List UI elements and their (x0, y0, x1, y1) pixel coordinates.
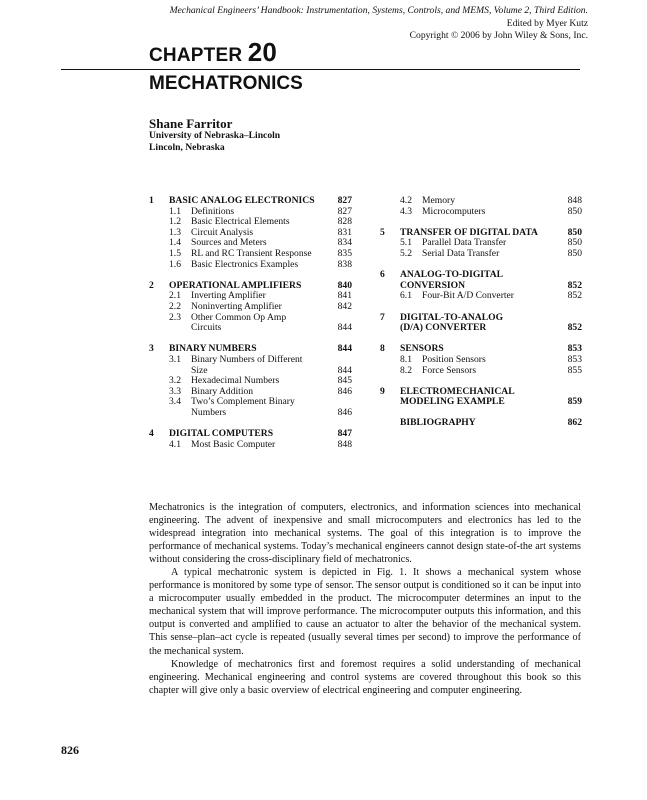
toc-chapter-number: 8 (380, 343, 385, 355)
affiliation-line: University of Nebraska–Lincoln (149, 130, 281, 141)
toc-section-number: 1.5 (169, 247, 181, 259)
toc-entry-title: Position Sensors (422, 353, 486, 365)
toc-section-number: 5.1 (400, 237, 412, 249)
toc-page-number: 848 (337, 438, 352, 450)
toc-section-number: 4.3 (400, 205, 412, 217)
toc-section-number: 4.2 (400, 195, 412, 206)
toc-section-number: 3.2 (169, 375, 181, 387)
toc-section-entry (380, 207, 582, 218)
toc-page-number: 834 (337, 237, 352, 249)
toc-page-number: 850 (567, 226, 582, 238)
toc-chapter-entry (380, 397, 582, 408)
affiliation-line: Lincoln, Nebraska (149, 142, 225, 153)
toc-chapter-entry (380, 418, 582, 429)
paragraph: A typical mechatronic system is depicted in Fig. 1. It shows a mechanical system whose performance is monitored by some type of sensor. The sensor output is conditioned so it can be input into a microcomputer usually embedded in the product. The microcomputer determines an input to the mechanical system that will improve performance. The microcomputer outputs this information, and this output is converted and amplified to cause an actuator to alter the behavior of the mechanical system. This sense–plan–act cycle is repeated (usually several times per second) to improve the performance of the mechanical system. (149, 567, 581, 657)
author-name: Shane Farritor (149, 116, 233, 131)
toc-section-entry (149, 323, 352, 334)
toc-chapter-number: 5 (380, 226, 385, 238)
chapter-heading (149, 37, 277, 68)
toc-chapter-number: 6 (380, 269, 385, 281)
toc-page-number: 853 (567, 343, 582, 355)
toc-entry-title: Numbers (191, 406, 227, 418)
toc-page-number: 850 (567, 247, 582, 259)
toc-section-number: 2.2 (169, 300, 181, 312)
toc-entry-title: Size (191, 364, 208, 376)
toc-page-number: 847 (337, 428, 352, 440)
toc-page-number: 844 (337, 322, 352, 334)
toc-page-number: 841 (337, 290, 352, 302)
toc-chapter-entry (149, 196, 352, 207)
toc-entry-title: ELECTROMECHANICAL (400, 385, 515, 397)
toc-section-number: 6.1 (400, 290, 412, 302)
toc-entry-title: RL and RC Transient Response (191, 247, 312, 259)
author-affiliation (149, 130, 280, 154)
toc-entry-title: Binary Numbers of Different (191, 353, 303, 365)
toc-entry-title: Circuits (191, 322, 222, 334)
toc-entry-title: BASIC ANALOG ELECTRONICS (169, 195, 315, 206)
toc-page-number: 852 (567, 322, 582, 334)
toc-entry-title: Basic Electronics Examples (191, 258, 299, 270)
toc-entry-title: OPERATIONAL AMPLIFIERS (169, 279, 302, 291)
toc-page-number: 827 (337, 195, 352, 206)
toc-page-number: 850 (567, 237, 582, 249)
toc-entry-title: MODELING EXAMPLE (400, 396, 505, 408)
toc-section-number: 5.2 (400, 247, 412, 259)
toc-right-column (380, 196, 582, 429)
toc-page-number: 827 (337, 205, 352, 217)
toc-entry-title: Parallel Data Transfer (422, 237, 507, 249)
toc-entry-title: BINARY NUMBERS (169, 343, 257, 355)
toc-entry-title: Other Common Op Amp (191, 311, 287, 323)
toc-section-entry (380, 291, 582, 302)
toc-section-number: 2.1 (169, 290, 181, 302)
toc-section-entry (149, 302, 352, 313)
toc-chapter-number: 2 (149, 279, 154, 291)
toc-page-number: 852 (567, 290, 582, 302)
toc-entry-title: SENSORS (400, 343, 444, 355)
toc-section-number: 1.2 (169, 216, 181, 228)
toc-page-number: 859 (567, 396, 582, 408)
toc-section-number: 1.3 (169, 226, 181, 238)
toc-section-entry (149, 397, 352, 408)
toc-page-number: 846 (337, 385, 352, 397)
toc-entry-title: BIBLIOGRAPHY (400, 417, 476, 429)
toc-entry-title: Noninverting Amplifier (191, 300, 282, 312)
toc-entry-title: CONVERSION (400, 279, 466, 291)
toc-entry-title: Force Sensors (422, 364, 477, 376)
toc-entry-title: DIGITAL-TO-ANALOG (400, 311, 504, 323)
toc-section-entry (380, 249, 582, 260)
toc-section-number: 3.3 (169, 385, 181, 397)
toc-page-number: 850 (567, 205, 582, 217)
toc-section-entry (380, 355, 582, 366)
toc-chapter-number: 7 (380, 311, 385, 323)
toc-entry-title: Definitions (191, 205, 235, 217)
toc-left-column (149, 196, 352, 450)
toc-page-number: 855 (567, 364, 582, 376)
toc-entry-title: Inverting Amplifier (191, 290, 266, 302)
toc-section-entry (149, 260, 352, 271)
toc-section-number: 8.2 (400, 364, 412, 376)
toc-section-number: 1.1 (169, 205, 181, 217)
toc-section-number: 4.1 (169, 438, 181, 450)
toc-section-number: 3.4 (169, 396, 181, 408)
toc-entry-title: (D/A) CONVERTER (400, 322, 487, 334)
toc-section-number: 8.1 (400, 353, 412, 365)
toc-page-number: 844 (337, 364, 352, 376)
toc-entry-title: Circuit Analysis (191, 226, 254, 238)
toc-entry-title: Microcomputers (422, 205, 486, 217)
toc-section-entry (380, 196, 582, 207)
paragraph: Knowledge of mechatronics first and foremost requires a solid understanding of mechanical engineering. Mechanical engineering and control systems are covered throughout this book so this chapter will give only a basic overview of electrical engineering and computer engineering. (149, 658, 581, 696)
toc-entry-title: Four-Bit A/D Converter (422, 290, 515, 302)
toc-chapter-number: 9 (380, 385, 385, 397)
toc-page-number: 828 (337, 216, 352, 228)
toc-page-number: 831 (337, 226, 352, 238)
toc-entry-title: Hexadecimal Numbers (191, 375, 280, 387)
toc-page-number: 840 (337, 279, 352, 291)
toc-entry-title: Basic Electrical Elements (191, 216, 290, 228)
toc-page-number: 838 (337, 258, 352, 270)
toc-section-number: 2.3 (169, 311, 181, 323)
toc-gap (380, 302, 582, 313)
toc-section-entry (149, 313, 352, 324)
chapter-title: MECHATRONICS (149, 73, 303, 94)
toc-entry-title: DIGITAL COMPUTERS (169, 428, 274, 440)
book-title: Mechanical Engineers’ Handbook: Instrumentation, Systems, Controls, and MEMS, Volume 2, Third Edition. (169, 5, 588, 16)
toc-page-number: 848 (567, 195, 582, 206)
toc-page-number: 835 (337, 247, 352, 259)
toc-entry-title: Serial Data Transfer (422, 247, 500, 259)
toc-section-entry (380, 366, 582, 377)
toc-entry-title: Most Basic Computer (191, 438, 276, 450)
toc-entry-title: Sources and Meters (191, 237, 267, 249)
toc-page-number: 844 (337, 343, 352, 355)
title-rule (61, 69, 580, 70)
toc-page-number: 852 (567, 279, 582, 291)
toc-page-number: 853 (567, 353, 582, 365)
page-number: 826 (61, 743, 79, 757)
editor-line: Edited by Myer Kutz (506, 17, 588, 29)
toc-chapter-number: 4 (149, 428, 154, 440)
chapter-number: 20 (247, 37, 278, 67)
toc-page-number: 845 (337, 375, 352, 387)
chapter-label: CHAPTER (149, 45, 243, 66)
paragraph: Mechatronics is the integration of computers, electronics, and information sciences into mechanical engineering. The advent of inexpensive and small microcomputers and electronics has led to the widespread integration into mechanical systems. The goal of this integration is to improve the performance of mechanical systems. Today’s mechanical engineers cannot design state-of-the art systems without considering the cross-disciplinary field of mechatronics. (149, 502, 581, 566)
toc-page-number: 862 (567, 417, 582, 429)
toc-section-entry (149, 355, 352, 366)
copyright-line: Copyright © 2006 by John Wiley & Sons, Inc. (409, 30, 588, 41)
toc-chapter-number: 3 (149, 343, 154, 355)
toc-entry-title: Binary Addition (191, 385, 254, 397)
body-text (149, 501, 581, 697)
toc-page-number: 846 (337, 406, 352, 418)
toc-entry-title: Two’s Complement Binary (191, 396, 295, 408)
toc-entry-title: Memory (422, 195, 456, 206)
toc-entry-title: TRANSFER OF DIGITAL DATA (400, 226, 538, 238)
toc-section-entry (149, 440, 352, 451)
toc-section-entry (149, 408, 352, 419)
toc-page-number: 842 (337, 300, 352, 312)
toc-chapter-number: 1 (149, 195, 154, 206)
toc-section-number: 1.6 (169, 258, 181, 270)
toc-chapter-entry (380, 323, 582, 334)
toc-section-number: 3.1 (169, 353, 181, 365)
toc-section-number: 1.4 (169, 237, 181, 249)
toc-entry-title: ANALOG-TO-DIGITAL (400, 269, 504, 281)
toc-section-entry (149, 249, 352, 260)
